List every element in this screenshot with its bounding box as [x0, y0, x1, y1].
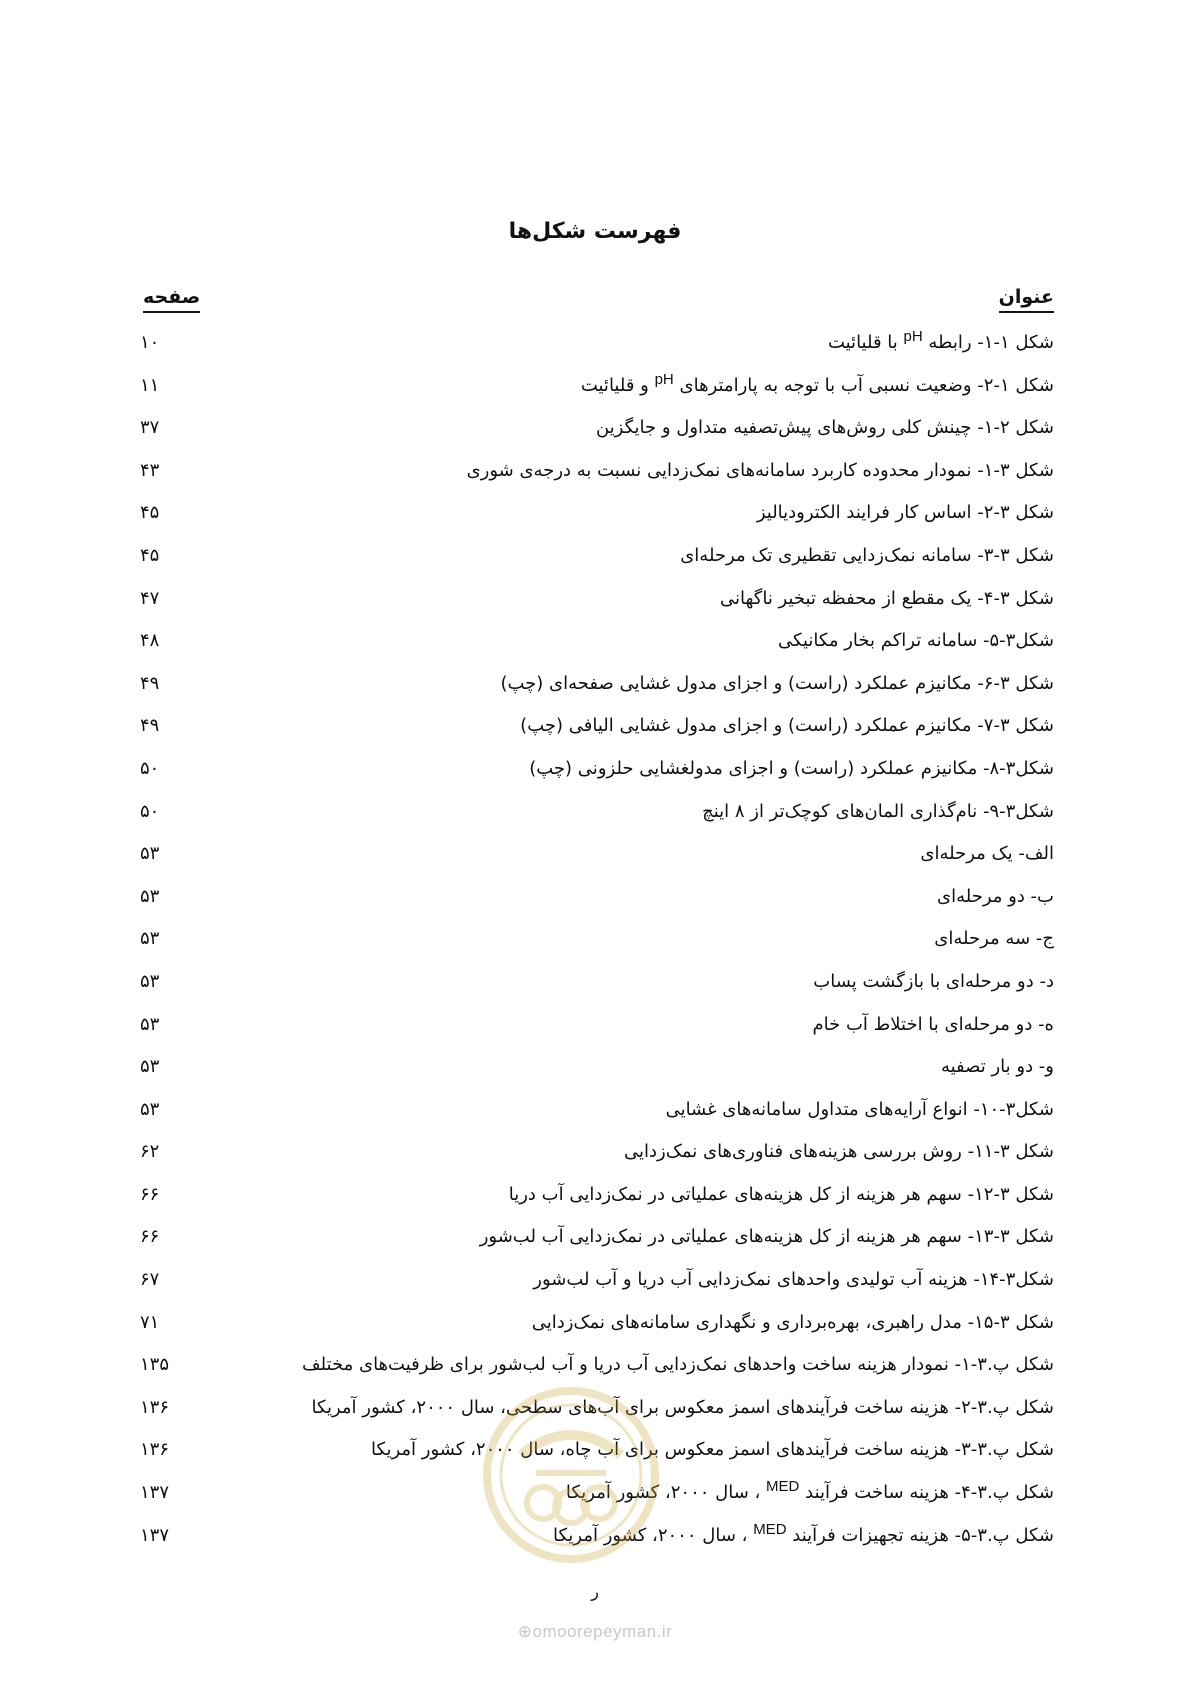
- toc-entry-title-text: شکل ۳-۶- مکانیزم عملکرد (راست) و اجزای مدول غشایی صفحه‌ای (چپ): [500, 672, 1054, 694]
- toc-entry-title-text: شکل پ.۳-۳- هزینه ساخت فرآیندهای اسمز معکوس برای آب چاه، سال ۲۰۰۰، کشور آمریکا: [371, 1439, 1054, 1461]
- toc-entry: [140, 967, 1054, 1010]
- toc-entry-page-number: ۵۳: [140, 928, 160, 950]
- toc-entry-title: [680, 541, 1054, 571]
- toc-entry-title-text: شکل ۳-۴- یک مقطع از محفظه تبخیر ناگهانی: [719, 587, 1054, 609]
- toc-entry-title-text: شکل پ.۳-۴- هزینه ساخت فرآیند: [805, 1482, 1054, 1504]
- toc-entry-page-number: ۵۳: [140, 1098, 160, 1120]
- toc-entry-title-text: الف- یک مرحله‌ای: [920, 843, 1054, 865]
- toc-entry-title-suffix: ، سال ۲۰۰۰، کشور آمریکا: [552, 1524, 748, 1546]
- toc-entry: [140, 839, 1054, 882]
- toc-entry-title-text: شکل۳-۱۴- هزینه آب تولیدی واحدهای نمک‌زدایی آب دریا و آب لب‌شور: [533, 1269, 1054, 1291]
- toc-entry-page-number: ۱۳۶: [140, 1439, 170, 1461]
- toc-entry-title-text: شکل۳-۱۰- انواع آرایه‌های متداول سامانه‌های غشایی: [665, 1098, 1054, 1120]
- toc-entry: [140, 1478, 1054, 1521]
- toc-entry: [140, 924, 1054, 967]
- toc-entry: [140, 882, 1054, 925]
- toc-entry-title-text: شکل ۳-۱۲- سهم هر هزینه از کل هزینه‌های عملیاتی در نمک‌زدایی آب دریا: [508, 1183, 1054, 1205]
- toc-entry-title: [812, 1010, 1054, 1040]
- toc-entry-superscript: pH: [903, 328, 923, 345]
- toc-entry-title-text: د- دو مرحله‌ای با بازگشت پساب: [813, 970, 1054, 992]
- toc-entry: [140, 541, 1054, 584]
- toc-entry-title: [480, 1222, 1054, 1252]
- toc-entry-page-number: ۴۵: [140, 544, 160, 566]
- toc-entry-page-number: ۴۸: [140, 630, 160, 652]
- toc-entry-title-suffix: و قلیائیت: [580, 374, 649, 396]
- toc-entry-title-text: شکل ۱-۲- وضعیت نسبی آب با توجه به پارامترهای: [679, 374, 1054, 396]
- toc-entry-superscript: MED: [766, 1478, 800, 1496]
- toc-entry-title-text: شکل ۲-۱- چینش کلی روش‌های پیش‌تصفیه متداول و جایگزین: [595, 417, 1054, 439]
- toc-entry: [140, 456, 1054, 499]
- toc-entry-superscript: pH: [654, 370, 674, 388]
- toc-entry: [140, 711, 1054, 754]
- toc-entry-title: [500, 669, 1054, 699]
- toc-entry-title: [371, 1435, 1054, 1465]
- toc-entry: [140, 797, 1054, 840]
- toc-entry-title: [509, 1180, 1054, 1210]
- toc-entry: [140, 1052, 1054, 1095]
- page-number-footer: ر: [591, 1582, 599, 1601]
- toc-entry-title: [941, 1052, 1054, 1082]
- toc-entry-title: [529, 754, 1054, 784]
- toc-entry-page-number: ۷۱: [140, 1311, 160, 1333]
- toc-entry-title: [934, 924, 1054, 954]
- toc-entry-title-text: شکل ۳-۱- نمودار محدوده کاربرد سامانه‌های نمک‌زدایی نسبت به درجه‌ی شوری: [466, 459, 1054, 481]
- toc-entry-title-text: شکل ۳-۲- اساس کار فرایند الکترودیالیز: [756, 502, 1054, 524]
- toc-entry-title: [937, 882, 1054, 912]
- toc-entry: [140, 413, 1054, 456]
- toc-entry-page-number: ۵۰: [140, 800, 160, 822]
- toc-entry-page-number: ۴۹: [140, 715, 160, 737]
- toc-entry-title-text: شکل ۳-۷- مکانیزم عملکرد (راست) و اجزای مدول غشایی الیافی (چپ): [520, 715, 1054, 737]
- page-title: فهرست شکل‌ها: [508, 219, 682, 244]
- toc-entry-title: [778, 626, 1054, 656]
- toc-entry-page-number: ۵۳: [140, 1056, 160, 1078]
- toc-entry-title-suffix: با قلیائیت: [827, 332, 898, 353]
- toc-entry-page-number: ۶۶: [140, 1183, 160, 1205]
- toc-entry-page-number: ۱۳۵: [140, 1354, 170, 1376]
- toc-entry-title-text: و- دو بار تصفیه: [940, 1056, 1054, 1078]
- toc-entry-superscript: MED: [753, 1520, 787, 1538]
- toc-entry-title: [532, 1308, 1054, 1338]
- toc-entry-page-number: ۱۳۶: [140, 1396, 170, 1418]
- toc-entry-page-number: ۴۷: [140, 587, 160, 609]
- toc-entry-title-text: شکل ۳-۳- سامانه نمک‌زدایی تقطیری تک مرحله‌ای: [680, 544, 1054, 566]
- toc-entry-page-number: ۵۳: [140, 843, 160, 865]
- toc-entry-title: [624, 1137, 1054, 1167]
- toc-entry: [140, 1393, 1054, 1436]
- toc-entry: [140, 1435, 1054, 1478]
- toc-entry-page-number: ۳۷: [140, 417, 160, 439]
- toc-entry: [140, 498, 1054, 541]
- toc-entry-title: [520, 711, 1054, 741]
- toc-entry-title-text: شکل ۳-۱۵- مدل راهبری، بهره‌برداری و نگهداری سامانه‌های نمک‌زدایی: [531, 1311, 1054, 1333]
- toc-entry-title: [312, 1393, 1054, 1423]
- toc-entry-page-number: ۵۳: [140, 970, 160, 992]
- toc-entry-page-number: ۱۳۷: [140, 1482, 170, 1504]
- toc-entry: [140, 669, 1054, 712]
- toc-entry-title: [533, 1265, 1054, 1295]
- toc-entry-title: [720, 584, 1054, 614]
- toc-entry-title: [566, 1478, 1054, 1508]
- toc-entry-title: [596, 413, 1054, 443]
- toc-entry-title: [553, 1521, 1054, 1551]
- title-column-header: عنوان: [999, 285, 1054, 313]
- toc-entry-title: [302, 1350, 1054, 1380]
- toc-entry: [140, 1521, 1054, 1564]
- toc-entry: [140, 1180, 1054, 1223]
- toc-entry-page-number: ۶۷: [140, 1269, 160, 1291]
- toc-entry-title: [813, 967, 1054, 997]
- toc-entry-title-suffix: ، سال ۲۰۰۰، کشور آمریکا: [565, 1482, 761, 1504]
- toc-entry-title: [581, 371, 1054, 401]
- toc-entry-title-text: شکل ۳-۱۱- روش بررسی هزینه‌های فناوری‌های نمک‌زدایی: [624, 1141, 1054, 1163]
- figure-list: [140, 328, 1054, 1563]
- toc-entry-title-text: شکل۳-۵- سامانه تراکم بخار مکانیکی: [778, 630, 1054, 652]
- toc-entry: [140, 584, 1054, 627]
- page-column-header: صفحه: [143, 285, 200, 313]
- toc-entry-title: [757, 498, 1054, 528]
- toc-entry-title-text: شکل ۳-۱۳- سهم هر هزینه از کل هزینه‌های عملیاتی در نمک‌زدایی آب لب‌شور: [479, 1226, 1054, 1248]
- toc-entry: [140, 328, 1054, 371]
- toc-entry-page-number: ۱۰: [140, 332, 160, 353]
- toc-entry: [140, 754, 1054, 797]
- toc-entry-title-text: شکل پ.۳-۵- هزینه تجهیزات فرآیند: [792, 1524, 1054, 1546]
- toc-entry-page-number: ۱۳۷: [140, 1524, 170, 1546]
- toc-entry-title: [920, 839, 1054, 869]
- toc-entry-page-number: ۶۲: [140, 1141, 160, 1163]
- toc-entry: [140, 1010, 1054, 1053]
- toc-entry-page-number: ۶۶: [140, 1226, 160, 1248]
- toc-entry-title-text: ب- دو مرحله‌ای: [937, 885, 1054, 907]
- toc-entry-title-text: ه- دو مرحله‌ای با اختلاط آب خام: [812, 1013, 1054, 1035]
- toc-entry-page-number: ۴۹: [140, 672, 160, 694]
- toc-entry-title-text: شکل پ.۳-۱- نمودار هزینه ساخت واحدهای نمک‌زدایی آب دریا و آب لب‌شور برای ظرفیت‌های مختلف: [301, 1354, 1054, 1376]
- toc-entry: [140, 626, 1054, 669]
- toc-entry: [140, 371, 1054, 414]
- watermark-url: ⊕omoorepeyman.ir: [517, 1622, 673, 1641]
- toc-entry-page-number: ۱۱: [140, 374, 160, 396]
- toc-entry: [140, 1350, 1054, 1393]
- toc-entry-page-number: ۴۵: [140, 502, 160, 524]
- toc-entry: [140, 1222, 1054, 1265]
- toc-entry-page-number: ۴۳: [140, 459, 160, 481]
- toc-entry: [140, 1308, 1054, 1351]
- toc-entry-page-number: ۵۰: [140, 757, 160, 779]
- toc-entry-title: [702, 797, 1054, 827]
- toc-entry-title-text: شکل۳-۸- مکانیزم عملکرد (راست) و اجزای مدولغشایی حلزونی (چپ): [529, 757, 1054, 779]
- toc-entry-title: [467, 456, 1054, 486]
- toc-entry-title-text: شکل۳-۹- نام‌گذاری المان‌های کوچک‌تر از ۸ اینچ: [702, 800, 1054, 822]
- toc-entry-page-number: ۵۳: [140, 885, 160, 907]
- toc-entry-title: [828, 328, 1054, 358]
- toc-entry: [140, 1137, 1054, 1180]
- toc-entry-title-text: ج- سه مرحله‌ای: [934, 928, 1054, 950]
- toc-entry: [140, 1095, 1054, 1138]
- toc-entry: [140, 1265, 1054, 1308]
- toc-entry-title-text: شکل پ.۳-۲- هزینه ساخت فرآیندهای اسمز معکوس برای آب‌های سطحی، سال ۲۰۰۰، کشور آمریکا: [311, 1396, 1054, 1418]
- toc-entry-title-text: شکل ۱-۱- رابطه: [928, 332, 1054, 353]
- toc-entry-title: [666, 1095, 1054, 1125]
- toc-entry-page-number: ۵۳: [140, 1013, 160, 1035]
